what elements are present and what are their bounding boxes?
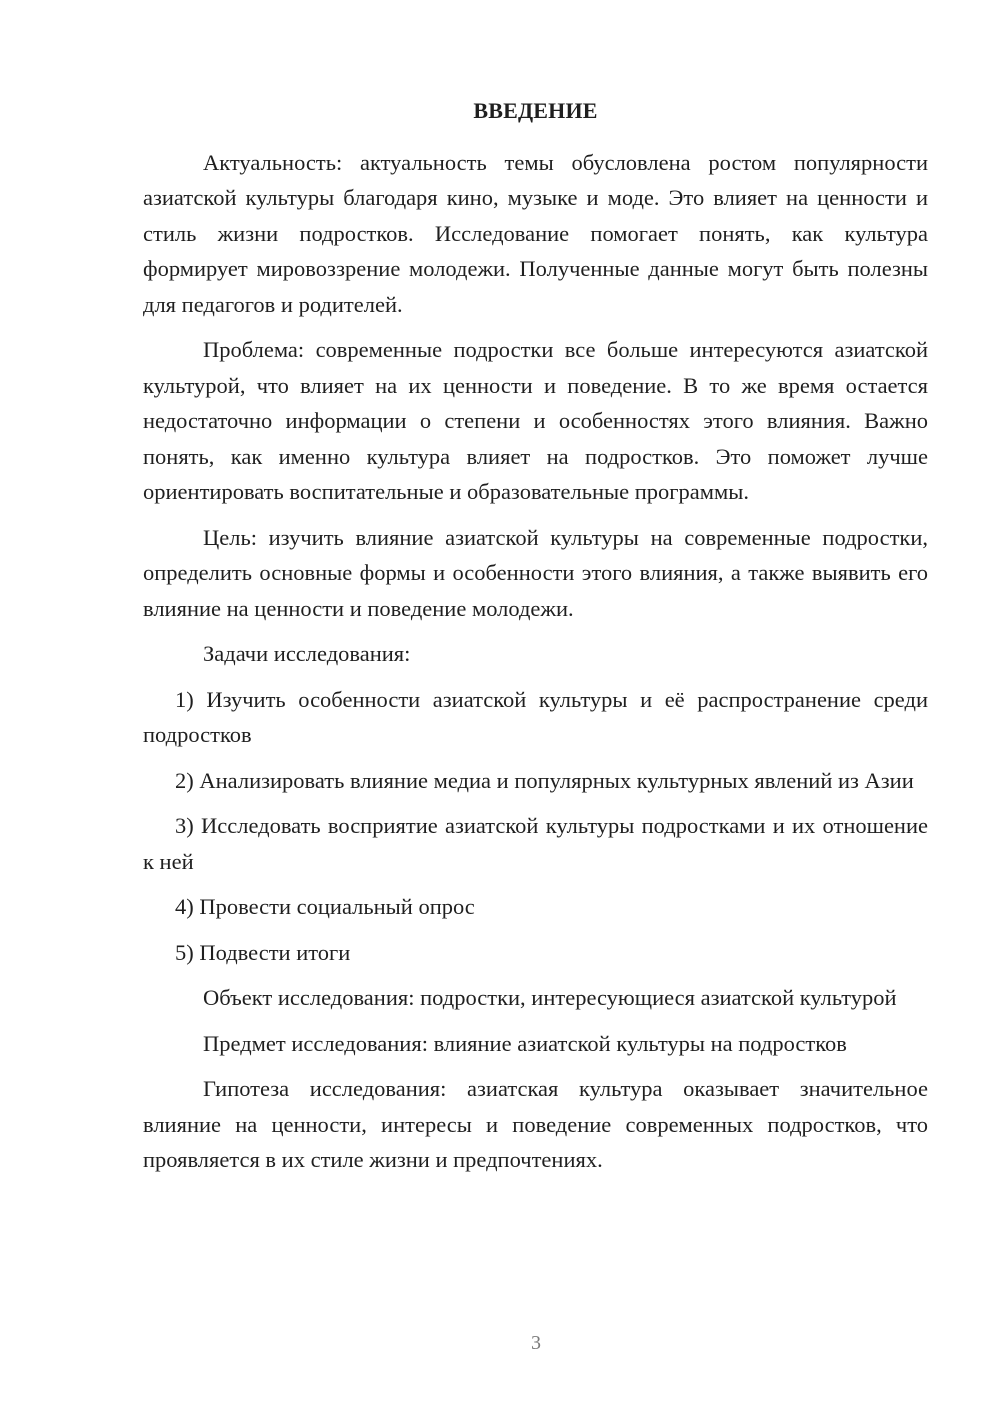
goal-paragraph: Цель: изучить влияние азиатской культуры на современные подростки, определить основные формы и особенности этого влияния, а также выявить его влияние на ценности и поведение молодежи. <box>143 524 928 621</box>
task-item-3: 3) Исследовать восприятие азиатской культуры подростками и их отношение к ней <box>143 813 928 874</box>
tasks-label: Задачи исследования: <box>203 641 411 666</box>
hypothesis-paragraph: Гипотеза исследования: азиатская культура оказывает значительное влияние на ценности, интересы и поведение современных подростков, что проявляется в их стиле жизни и предпочтениях. <box>143 1076 928 1172</box>
problem-paragraph: Проблема: современные подростки все больше интересуются азиатской культурой, что влияет на их ценности и поведение. В то же время остается недостаточно информации о степени и особенностях этого влияния. Важно понять, как именно культура влияет на подростков. Это поможет лучше ориентировать воспитательные и образовательные программы. <box>143 337 928 504</box>
relevance-paragraph: Актуальность: актуальность темы обусловлена ростом популярности азиатской культуры благодаря кино, музыке и моде. Это влияет на ценности и стиль жизни подростков. Исследование помогает понять, как культура формирует мировоззрение молодежи. Полученные данные могут быть полезны для педагогов и родителей. <box>143 149 928 317</box>
page-content <box>143 93 928 1178</box>
task-item-1: 1) Изучить особенности азиатской культуры и её распространение среди подростков <box>143 686 928 747</box>
page-number: 3 <box>531 1332 541 1354</box>
task-item-2: 2) Анализировать влияние медиа и популярных культурных явлений из Азии <box>175 767 914 793</box>
task-item-5: 5) Подвести итоги <box>175 939 351 965</box>
page-title: ВВЕДЕНИЕ <box>473 98 598 123</box>
task-item-4: 4) Провести социальный опрос <box>175 894 475 919</box>
research-subject-paragraph: Предмет исследования: влияние азиатской культуры на подростков <box>203 1030 847 1056</box>
research-object-paragraph: Объект исследования: подростки, интересующиеся азиатской культурой <box>203 985 897 1010</box>
